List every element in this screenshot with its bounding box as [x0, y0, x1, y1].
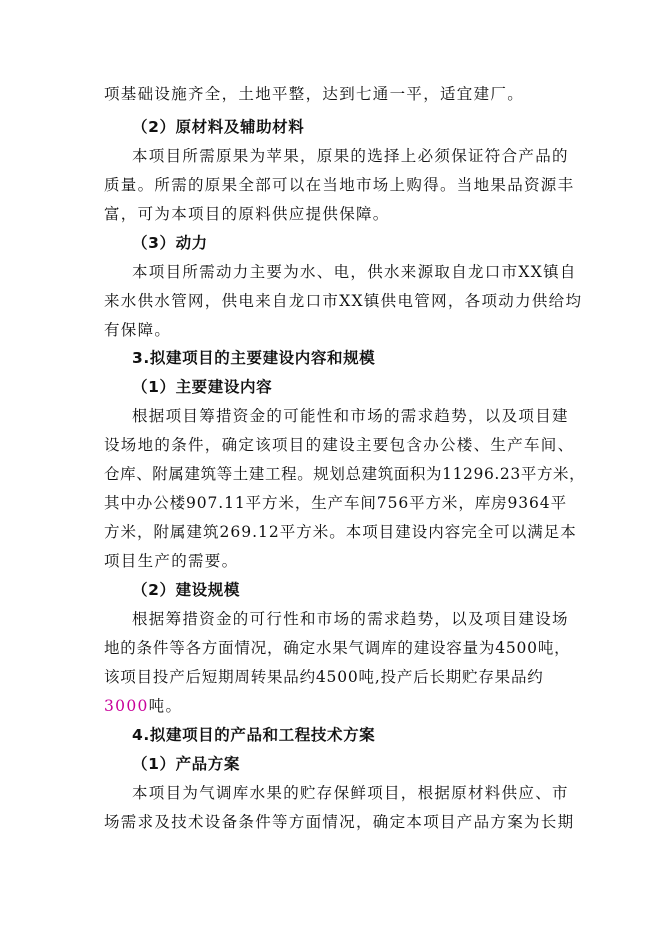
text-line: 项基础设施齐全，土地平整，达到七通一平，适宜建厂。	[104, 85, 525, 103]
paragraph-line: 有保障。	[104, 321, 172, 339]
storage-unit: 吨。	[148, 697, 183, 715]
subsection-heading-product-plan: （1）产品方案	[132, 755, 240, 773]
paragraph-line-storage	[104, 695, 182, 717]
paragraph-line: 设场地的条件，确定该项目的建设主要包含办公楼、生产车间、	[104, 436, 575, 454]
paragraph-line: 方米，附属建筑269.12平方米。本项目建设内容完全可以满足本	[104, 523, 577, 541]
paragraph-line: 其中办公楼907.11平方米，生产车间756平方米，库房9364平	[104, 494, 567, 512]
paragraph-line: 质量。所需的原果全部可以在当地市场上购得。当地果品资源丰	[104, 176, 575, 194]
paragraph-line: 来水供水管网，供电来自龙口市XX镇供电管网，各项动力供给均	[104, 292, 583, 310]
subsection-heading-raw-materials: （2）原材料及辅助材料	[132, 118, 305, 136]
paragraph-line: 富，可为本项目的原料供应提供保障。	[104, 205, 390, 223]
section-heading-construction: 3.拟建项目的主要建设内容和规模	[132, 349, 376, 367]
paragraph-line: 根据筹措资金的可行性和市场的需求趋势，以及项目建设场	[132, 610, 569, 628]
section-heading-products: 4.拟建项目的产品和工程技术方案	[132, 726, 376, 744]
paragraph-line: 该项目投产后短期周转果品约4500吨,投产后长期贮存果品约	[104, 668, 544, 686]
subsection-heading-main-content: （1）主要建设内容	[132, 378, 273, 396]
paragraph-line: 本项目所需动力主要为水、电，供水来源取自龙口市XX镇自	[132, 263, 577, 281]
paragraph-line: 地的条件等各方面情况，确定水果气调库的建设容量为4500吨，	[104, 639, 571, 657]
paragraph-line: 场需求及技术设备条件等方面情况，确定本项目产品方案为长期	[104, 813, 575, 831]
paragraph-line: 本项目所需原果为苹果，原果的选择上必须保证符合产品的	[132, 147, 569, 165]
paragraph-line: 仓库、附属建筑等土建工程。规划总建筑面积为11296.23平方米，	[104, 465, 586, 483]
paragraph-line: 本项目为气调库水果的贮存保鲜项目，根据原材料供应、市	[132, 784, 569, 802]
subsection-heading-power: （3）动力	[132, 234, 208, 252]
paragraph-line: 项目生产的需要。	[104, 552, 239, 570]
subsection-heading-scale: （2）建设规模	[132, 581, 240, 599]
paragraph-line: 根据项目筹措资金的可能性和市场的需求趋势，以及项目建	[132, 407, 569, 425]
storage-amount-highlight: 3000	[104, 697, 149, 715]
